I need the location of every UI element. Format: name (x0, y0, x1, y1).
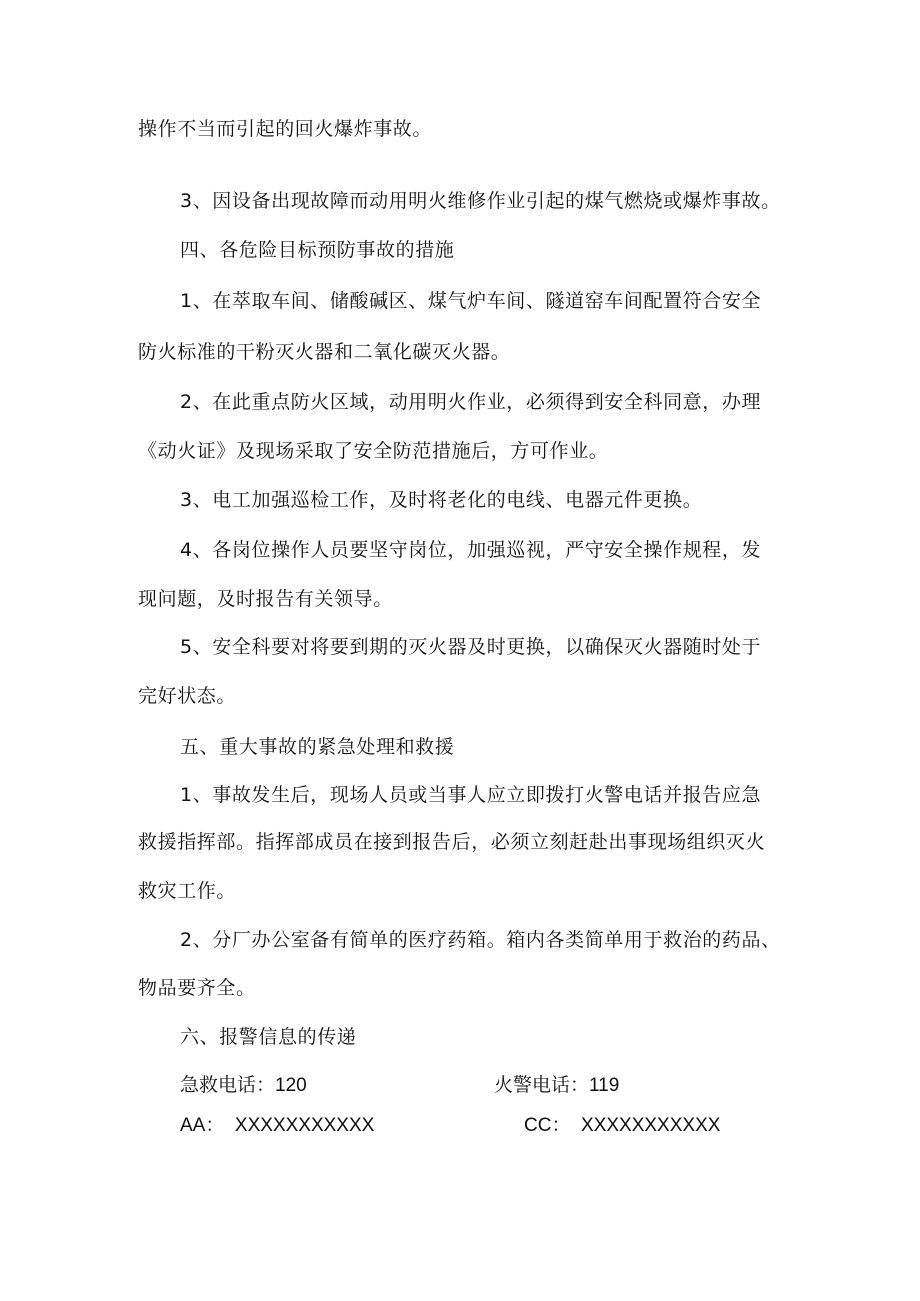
emergency-phone-number: 120 (275, 1075, 307, 1096)
paragraph-item-5-safety-dept-cont: 完好状态。 (138, 685, 237, 707)
contact-aa-value: XXXXXXXXXXX (234, 1115, 375, 1136)
paragraph-emergency-item-1-end: 救灾工作。 (138, 880, 237, 902)
contact-cc-label: CC： (524, 1115, 571, 1136)
paragraph-item-3-electrician: 3、电工加强巡检工作，及时将老化的电线、电器元件更换。 (180, 489, 703, 511)
fire-phone (494, 1073, 619, 1098)
paragraph-item-1-extinguishers-cont: 防火标准的干粉灭火器和二氧化碳灭火器。 (138, 341, 511, 363)
paragraph-emergency-item-1-cont: 救援指挥部。指挥部成员在接到报告后，必须立刻赶赴出事现场组织灭火 (138, 831, 766, 853)
paragraph-item-5-safety-dept: 5、安全科要对将要到期的灭火器及时更换，以确保灭火器随时处于 (180, 636, 762, 658)
paragraph-item-2-fire-permit-cont: 《动火证》及现场采取了安全防范措施后，方可作业。 (138, 440, 609, 462)
paragraph-item-2-fire-permit: 2、在此重点防火区域，动用明火作业，必须得到安全科同意，办理 (180, 391, 762, 413)
paragraph-item-1-extinguishers: 1、在萃取车间、储酸碱区、煤气炉车间、隧道窑车间配置符合安全 (180, 290, 762, 312)
paragraph-item-4-staff: 4、各岗位操作人员要坚守岗位，加强巡视，严守安全操作规程，发 (180, 539, 762, 561)
emergency-phone (180, 1073, 307, 1098)
contact-cc (524, 1114, 720, 1138)
fire-phone-label: 火警电话： (494, 1074, 590, 1096)
contact-aa-label: AA： (180, 1115, 225, 1136)
paragraph-emergency-item-2: 2、分厂办公室备有简单的医疗药箱。箱内各类简单用于救治的药品、 (180, 929, 781, 951)
paragraph-emergency-item-1: 1、事故发生后，现场人员或当事人应立即拨打火警电话并报告应急 (180, 784, 762, 806)
paragraph-emergency-item-2-cont: 物品要齐全。 (138, 977, 256, 999)
paragraph-line-continuation: 操作不当而引起的回火爆炸事故。 (138, 118, 433, 140)
section-heading-6: 六、报警信息的传递 (180, 1026, 357, 1048)
fire-phone-number: 119 (589, 1075, 620, 1096)
contact-aa (180, 1114, 374, 1138)
paragraph-item-4-staff-cont: 现问题，及时报告有关领导。 (138, 588, 393, 610)
section-heading-4: 四、各危险目标预防事故的措施 (180, 239, 455, 261)
contact-cc-value: XXXXXXXXXXX (581, 1115, 721, 1136)
emergency-phone-label: 急救电话： (180, 1074, 276, 1096)
paragraph-item-3-fire-repair: 3、因设备出现故障而动用明火维修作业引起的煤气燃烧或爆炸事故。 (180, 190, 781, 212)
section-heading-5: 五、重大事故的紧急处理和救援 (180, 736, 455, 758)
